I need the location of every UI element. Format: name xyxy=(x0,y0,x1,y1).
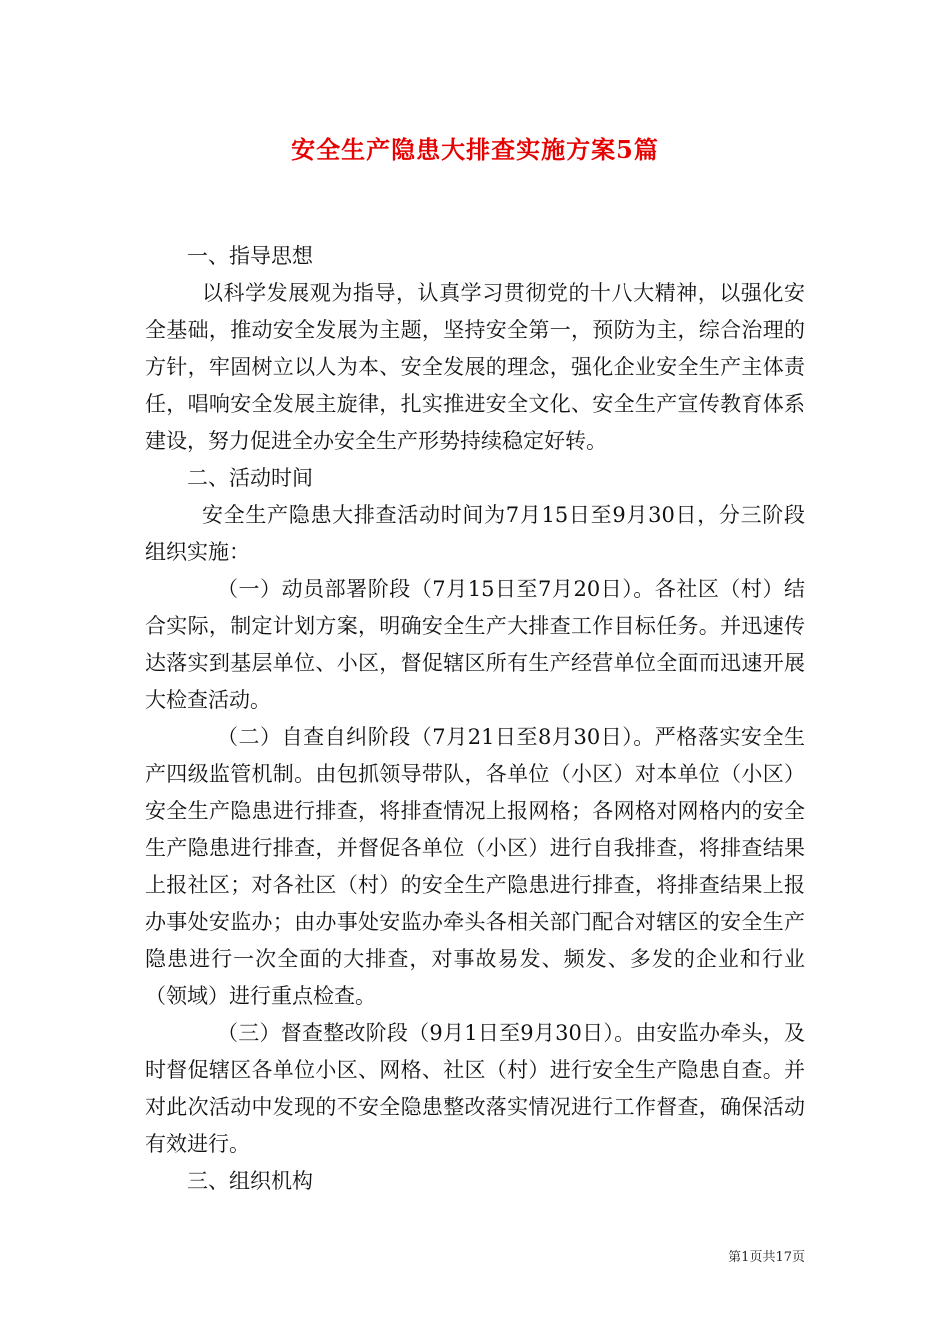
paragraph-activity-time: 安全生产隐患大排查活动时间为7月15日至9月30日，分三阶段组织实施： xyxy=(145,503,805,564)
document-title: 安全生产隐患大排查实施方案5篇 xyxy=(291,135,659,164)
section-heading-activity-time: 二、活动时间 xyxy=(187,466,313,490)
document-body xyxy=(145,238,805,1200)
paragraph-guiding-thought: 以科学发展观为指导，认真学习贯彻党的十八大精神，以强化安全基础，推动安全发展为主题，坚持安全第一，预防为主，综合治理的方针，牢固树立以人为本、安全发展的理念，强化企业安全生产主体责任，唱响安全发展主旋律，扎实推进安全文化、安全生产宣传教育体系建设，努力促进全办安全生产形势持续稳定好转。 xyxy=(145,281,805,453)
page-number: 第1页共17页 xyxy=(728,1250,805,1265)
paragraph-stage-supervision: （三）督查整改阶段（9月1日至9月30日）。由安监办牵头，及时督促辖区各单位小区、网格、社区（村）进行安全生产隐患自查。并对此次活动中发现的不安全隐患整改落实情况进行工作督查，确保活动有效进行。 xyxy=(145,1021,805,1156)
paragraph-stage-mobilization: （一）动员部署阶段（7月15日至7月20日）。各社区（村）结合实际，制定计划方案，明确安全生产大排查工作目标任务。并迅速传达落实到基层单位、小区，督促辖区所有生产经营单位全面而迅速开展大检查活动。 xyxy=(145,577,805,712)
section-heading-organization: 三、组织机构 xyxy=(187,1169,313,1193)
paragraph-stage-self-inspection: （二）自查自纠阶段（7月21日至8月30日）。严格落实安全生产四级监管机制。由包抓领导带队，各单位（小区）对本单位（小区）安全生产隐患进行排查，将排查情况上报网格；各网格对网格内的安全生产隐患进行排查，并督促各单位（小区）进行自我排查，将排查结果上报社区；对各社区（村）的安全生产隐患进行排查，将排查结果上报办事处安监办；由办事处安监办牵头各相关部门配合对辖区的安全生产隐患进行一次全面的大排查，对事故易发、频发、多发的企业和行业（领域）进行重点检查。 xyxy=(145,725,805,1008)
section-heading-guiding-thought: 一、指导思想 xyxy=(187,244,313,268)
